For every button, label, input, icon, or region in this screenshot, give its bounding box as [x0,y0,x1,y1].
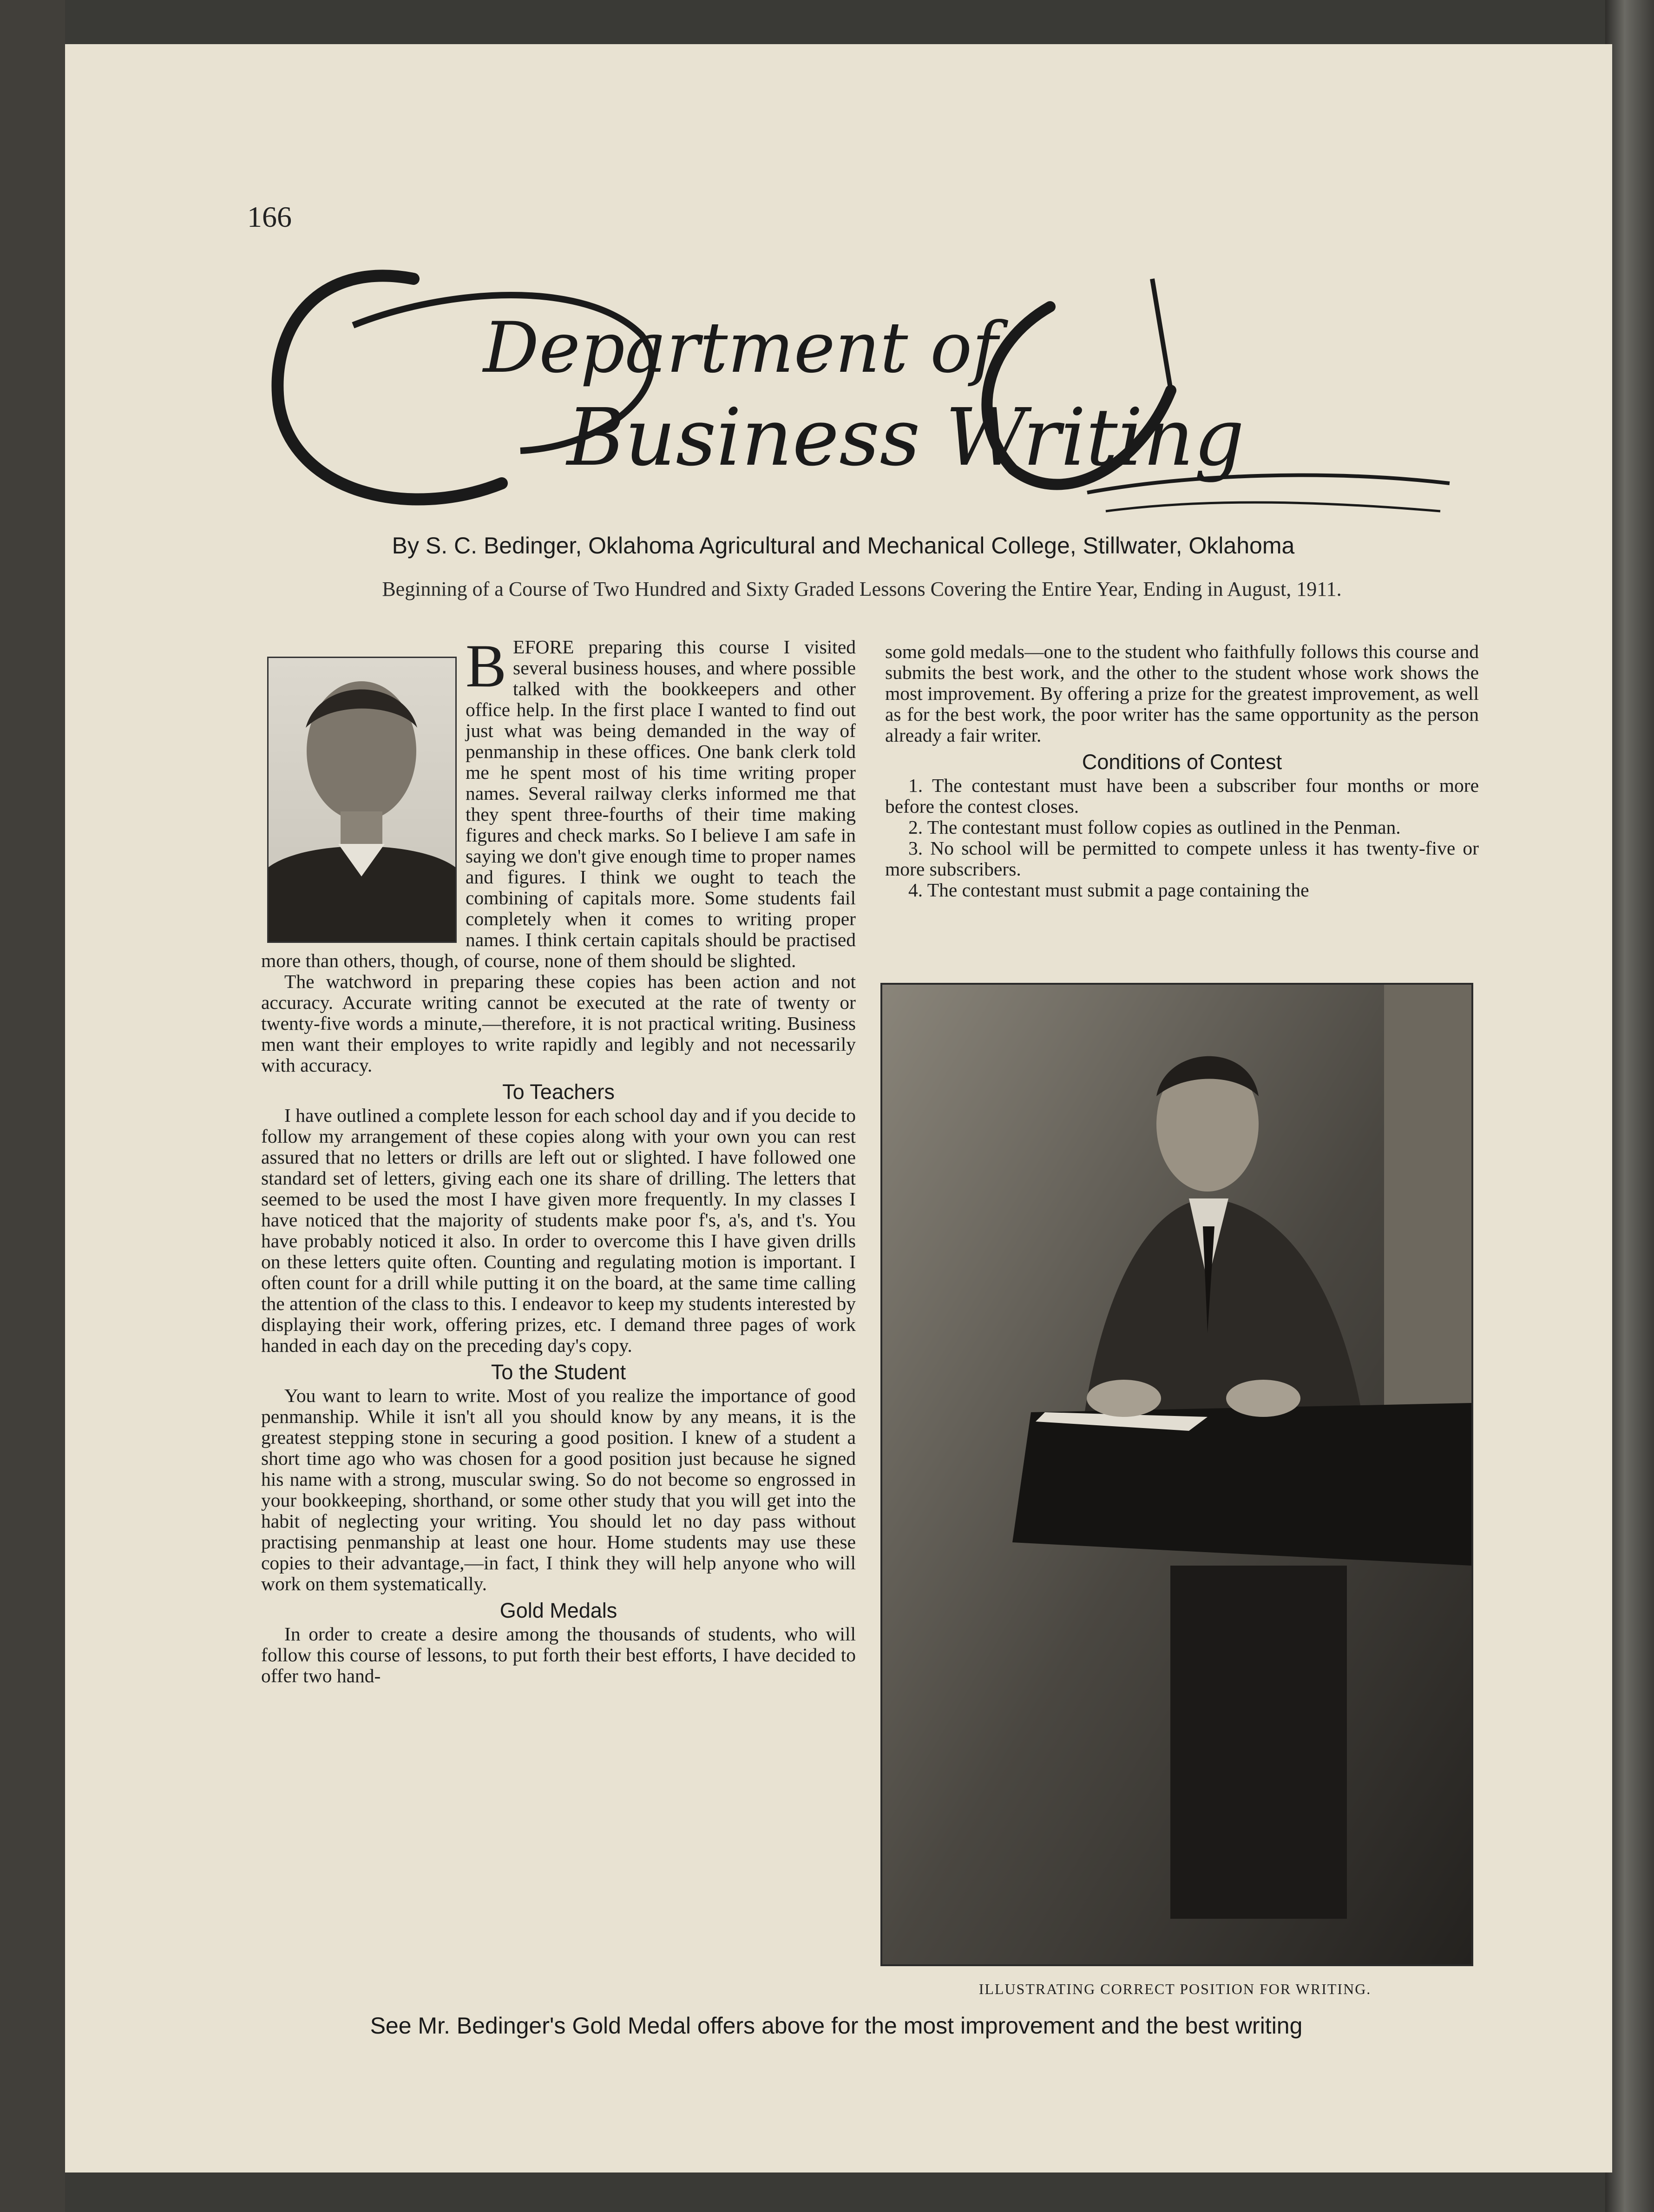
condition-item: 1. The contestant must have been a subscriber four months or more before the contest closes. [885,775,1479,817]
title-line-2: Business Writing [567,392,1245,484]
intro-paragraph: EFORE preparing this course I visited several business houses, and where possible talked with the bookkeepers and other office help. In the first place I wanted to find out just what was being demanded in the way of penmanship in these offices. One bank clerk told me he spent most of his time writing proper names. Several railway clerks informed me that they spent three-fourths of their time making figures and check marks. So I believe I am safe in saying we don't give enough time to proper names and figures. I think we ought to teach the combining of capitals more. Some students fail completely when it comes to writing proper names. I think certain capitals should be practised more than others, though, of course, none of them should be slighted. [261,636,856,971]
ornate-title [260,251,1487,530]
page-number: 166 [247,200,292,233]
gold-medals-continued: some gold medals—one to the student who faithfully follows this course and submits the best work, and the other to the student whose work shows the most improvement. By offering a prize for the greatest improvement, as well as for the best work, the poor writer has the same opportunity as the person already a fair writer. [885,641,1479,746]
footer-note: See Mr. Bedinger's Gold Medal offers above for the most improvement and the best writing [370,2013,1303,2039]
gold-medals-heading: Gold Medals [499,1599,617,1622]
gold-medals-paragraph: In order to create a desire among the thousands of students, who will follow this course of lessons, to put forth their best efforts, I have decided to offer two hand- [261,1623,856,1686]
book-spine [1605,0,1654,2212]
drop-cap: B [466,632,507,700]
teachers-heading: To Teachers [502,1080,615,1104]
left-edge [0,0,65,2212]
column-left [261,632,856,1686]
student-heading: To the Student [491,1360,626,1384]
condition-item: 2. The contestant must follow copies as outlined in the Penman. [908,816,1401,838]
student-paragraph: You want to learn to write. Most of you realize the importance of good penmanship. While it isn't all you should know by any means, it is the greatest stepping stone in securing a good position. I knew of a student a short time ago who was chosen for a good position just because he signed his name with a strong, muscular swing. So do not become so engrossed in your bookkeeping, shorthand, or some other study that you will get into the habit of neglecting your writing. You should let no day pass without practising penmanship at least one hour. Home students may use these copies to their advantage,—in fact, I think they will help anyone who will work on them systematically. [261,1385,856,1594]
byline: By S. C. Bedinger, Oklahoma Agricultural and Mechanical College, Stillwater, Oklahoma [392,533,1295,559]
subtitle: Beginning of a Course of Two Hundred and Sixty Graded Lessons Covering the Entire Year, Ending in August, 1911. [382,578,1342,600]
writing-position-photo [880,983,1473,1966]
teachers-paragraph: I have outlined a complete lesson for each school day and if you decide to follow my arrangement of these copies along with your own you can rest assured that no letters or drills are left out or slighted. I have followed one standard set of letters, giving each one its share of drilling. The letters that seemed to be used the most I have given more frequently. In my classes I have noticed that the majority of students make poor f's, a's, and t's. You have probably noticed it also. In order to overcome this I have given drills on these letters quite often. Counting and regulating motion is important. I often count for a drill while putting it on the board, at the same time calling the attention of the class to this. I endeavor to keep my students interested by displaying their work, offering prizes, etc. I demand three pages of work handed in each day on the preceding day's copy. [261,1105,856,1356]
watchword-paragraph: The watchword in preparing these copies has been action and not accuracy. Accurate writing cannot be executed at the rate of twenty or twenty-five words a minute,—therefore, it is not practical writing. Business men want their employes to write rapidly and legibly and not necessarily with accuracy. [261,971,856,1076]
column-right [885,641,1479,901]
condition-item: 4. The contestant must submit a page containing the [908,879,1309,901]
conditions-heading: Conditions of Contest [1082,750,1282,774]
photo-caption: ILLUSTRATING CORRECT POSITION FOR WRITING. [978,1981,1372,1997]
title-line-1: Department of [483,308,998,388]
condition-item: 3. No school will be permitted to compete unless it has twenty-five or more subscribers. [885,837,1479,880]
